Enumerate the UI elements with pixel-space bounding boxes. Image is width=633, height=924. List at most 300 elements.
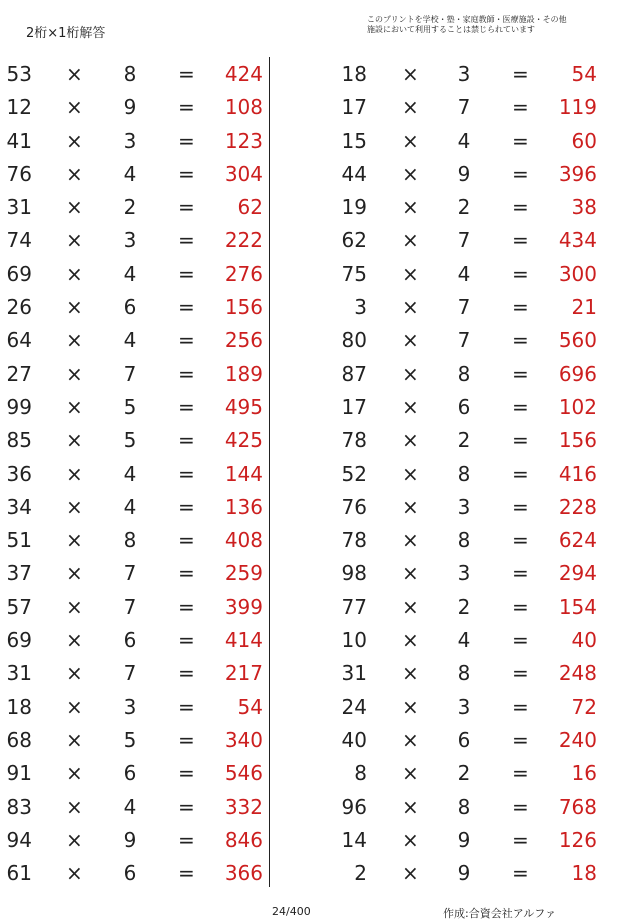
equals-sign: = bbox=[178, 261, 195, 286]
answer: 54 bbox=[237, 694, 263, 719]
problem-row bbox=[0, 358, 268, 391]
equals-sign: = bbox=[178, 761, 195, 786]
multiplicand: 26 bbox=[6, 295, 32, 320]
problem-row bbox=[0, 324, 268, 357]
multiplicand: 62 bbox=[341, 228, 367, 253]
answer: 126 bbox=[558, 827, 597, 852]
column-divider bbox=[269, 57, 270, 887]
equals-sign: = bbox=[512, 761, 529, 786]
left-problem-column bbox=[0, 58, 268, 890]
problem-row bbox=[320, 591, 633, 624]
multiplicand: 69 bbox=[6, 261, 32, 286]
multiplicand: 27 bbox=[6, 361, 32, 386]
multiplicand: 69 bbox=[6, 628, 32, 653]
answer: 72 bbox=[571, 694, 597, 719]
multiplier: 5 bbox=[123, 394, 137, 419]
multiplier: 2 bbox=[457, 594, 471, 619]
answer: 768 bbox=[558, 794, 597, 819]
problem-row bbox=[0, 125, 268, 158]
times-sign: × bbox=[402, 361, 419, 386]
problem-row bbox=[320, 158, 633, 191]
answer: 276 bbox=[224, 261, 263, 286]
answer: 399 bbox=[224, 594, 263, 619]
equals-sign: = bbox=[512, 161, 529, 186]
multiplier: 6 bbox=[123, 295, 137, 320]
multiplicand: 61 bbox=[6, 861, 32, 886]
equals-sign: = bbox=[178, 195, 195, 220]
multiplier: 6 bbox=[457, 394, 471, 419]
times-sign: × bbox=[402, 95, 419, 120]
multiplicand: 17 bbox=[341, 95, 367, 120]
multiplier: 4 bbox=[123, 328, 137, 353]
multiplicand: 76 bbox=[341, 494, 367, 519]
multiplier: 6 bbox=[457, 727, 471, 752]
multiplicand: 10 bbox=[341, 628, 367, 653]
equals-sign: = bbox=[178, 727, 195, 752]
answer: 300 bbox=[558, 261, 597, 286]
equals-sign: = bbox=[178, 561, 195, 586]
multiplicand: 41 bbox=[6, 128, 32, 153]
answer: 560 bbox=[558, 328, 597, 353]
multiplier: 9 bbox=[457, 861, 471, 886]
equals-sign: = bbox=[178, 694, 195, 719]
multiplicand: 78 bbox=[341, 428, 367, 453]
problem-row bbox=[320, 424, 633, 457]
equals-sign: = bbox=[178, 361, 195, 386]
problem-row bbox=[0, 857, 268, 890]
problem-row bbox=[0, 58, 268, 91]
multiplicand: 15 bbox=[341, 128, 367, 153]
answer: 248 bbox=[558, 661, 597, 686]
equals-sign: = bbox=[512, 261, 529, 286]
multiplier: 7 bbox=[457, 95, 471, 120]
problem-row bbox=[0, 158, 268, 191]
multiplier: 4 bbox=[123, 461, 137, 486]
multiplier: 3 bbox=[123, 128, 137, 153]
answer: 21 bbox=[571, 295, 597, 320]
equals-sign: = bbox=[178, 628, 195, 653]
times-sign: × bbox=[66, 161, 83, 186]
equals-sign: = bbox=[178, 295, 195, 320]
answer: 18 bbox=[571, 861, 597, 886]
author-credit: 作成:合資会社アルファ bbox=[443, 907, 557, 920]
multiplicand: 3 bbox=[354, 295, 367, 320]
times-sign: × bbox=[402, 128, 419, 153]
problem-row bbox=[320, 791, 633, 824]
multiplier: 8 bbox=[123, 528, 137, 553]
equals-sign: = bbox=[178, 661, 195, 686]
equals-sign: = bbox=[512, 62, 529, 86]
multiplier: 3 bbox=[123, 694, 137, 719]
problem-row bbox=[320, 524, 633, 557]
multiplier: 2 bbox=[457, 428, 471, 453]
problem-row bbox=[0, 657, 268, 690]
times-sign: × bbox=[402, 328, 419, 353]
times-sign: × bbox=[66, 295, 83, 320]
answer: 189 bbox=[224, 361, 263, 386]
equals-sign: = bbox=[178, 494, 195, 519]
equals-sign: = bbox=[512, 328, 529, 353]
answer: 62 bbox=[237, 195, 263, 220]
equals-sign: = bbox=[178, 62, 195, 86]
multiplicand: 64 bbox=[6, 328, 32, 353]
problem-row bbox=[320, 657, 633, 690]
times-sign: × bbox=[66, 661, 83, 686]
multiplier: 6 bbox=[123, 761, 137, 786]
answer: 696 bbox=[558, 361, 597, 386]
answer: 154 bbox=[558, 594, 597, 619]
multiplicand: 96 bbox=[341, 794, 367, 819]
equals-sign: = bbox=[512, 628, 529, 653]
times-sign: × bbox=[402, 861, 419, 886]
multiplier: 6 bbox=[123, 861, 137, 886]
answer: 240 bbox=[558, 727, 597, 752]
multiplier: 4 bbox=[457, 261, 471, 286]
multiplier: 4 bbox=[457, 628, 471, 653]
problem-row bbox=[320, 58, 633, 91]
usage-notice: このプリントを学校・塾・家庭教師・医療施設・その他 施設において利用することは禁じられています bbox=[367, 15, 567, 34]
answer: 119 bbox=[558, 95, 597, 120]
answer: 228 bbox=[558, 494, 597, 519]
multiplicand: 74 bbox=[6, 228, 32, 253]
problem-row bbox=[320, 757, 633, 790]
answer: 396 bbox=[558, 161, 597, 186]
equals-sign: = bbox=[178, 528, 195, 553]
multiplier: 5 bbox=[123, 428, 137, 453]
multiplier: 7 bbox=[457, 328, 471, 353]
problem-row bbox=[320, 691, 633, 724]
multiplicand: 36 bbox=[6, 461, 32, 486]
problem-row bbox=[320, 391, 633, 424]
times-sign: × bbox=[402, 827, 419, 852]
times-sign: × bbox=[402, 628, 419, 653]
multiplier: 7 bbox=[123, 361, 137, 386]
multiplier: 4 bbox=[123, 161, 137, 186]
equals-sign: = bbox=[178, 95, 195, 120]
times-sign: × bbox=[402, 694, 419, 719]
multiplicand: 80 bbox=[341, 328, 367, 353]
answer: 425 bbox=[224, 428, 263, 453]
problem-row bbox=[320, 291, 633, 324]
answer: 424 bbox=[224, 62, 263, 86]
multiplier: 3 bbox=[457, 694, 471, 719]
problem-row bbox=[320, 324, 633, 357]
problem-row bbox=[320, 258, 633, 291]
multiplicand: 91 bbox=[6, 761, 32, 786]
equals-sign: = bbox=[178, 594, 195, 619]
multiplicand: 68 bbox=[6, 727, 32, 752]
answer: 366 bbox=[224, 861, 263, 886]
multiplicand: 85 bbox=[6, 428, 32, 453]
times-sign: × bbox=[402, 228, 419, 253]
answer: 495 bbox=[224, 394, 263, 419]
equals-sign: = bbox=[512, 128, 529, 153]
times-sign: × bbox=[402, 161, 419, 186]
multiplier: 3 bbox=[457, 62, 471, 86]
answer: 222 bbox=[224, 228, 263, 253]
answer: 156 bbox=[558, 428, 597, 453]
answer: 123 bbox=[224, 128, 263, 153]
equals-sign: = bbox=[512, 494, 529, 519]
times-sign: × bbox=[402, 661, 419, 686]
problem-row bbox=[320, 491, 633, 524]
equals-sign: = bbox=[178, 328, 195, 353]
equals-sign: = bbox=[512, 827, 529, 852]
multiplicand: 52 bbox=[341, 461, 367, 486]
times-sign: × bbox=[66, 228, 83, 253]
multiplier: 9 bbox=[123, 95, 137, 120]
multiplicand: 14 bbox=[341, 827, 367, 852]
problem-row bbox=[320, 191, 633, 224]
multiplier: 2 bbox=[457, 761, 471, 786]
times-sign: × bbox=[402, 461, 419, 486]
problem-row bbox=[0, 491, 268, 524]
answer: 136 bbox=[224, 494, 263, 519]
right-problem-column bbox=[320, 58, 633, 890]
problem-row bbox=[320, 857, 633, 890]
multiplier: 4 bbox=[123, 261, 137, 286]
answer: 546 bbox=[224, 761, 263, 786]
multiplicand: 57 bbox=[6, 594, 32, 619]
problem-row bbox=[0, 524, 268, 557]
problem-row bbox=[0, 757, 268, 790]
equals-sign: = bbox=[512, 394, 529, 419]
equals-sign: = bbox=[512, 861, 529, 886]
answer: 624 bbox=[558, 528, 597, 553]
multiplicand: 2 bbox=[354, 861, 367, 886]
times-sign: × bbox=[66, 195, 83, 220]
multiplier: 7 bbox=[457, 295, 471, 320]
equals-sign: = bbox=[512, 95, 529, 120]
multiplier: 3 bbox=[457, 561, 471, 586]
equals-sign: = bbox=[178, 128, 195, 153]
times-sign: × bbox=[402, 195, 419, 220]
multiplicand: 78 bbox=[341, 528, 367, 553]
answer: 60 bbox=[571, 128, 597, 153]
times-sign: × bbox=[66, 461, 83, 486]
multiplier: 8 bbox=[457, 461, 471, 486]
problem-row bbox=[0, 724, 268, 757]
answer: 259 bbox=[224, 561, 263, 586]
times-sign: × bbox=[66, 62, 83, 86]
multiplicand: 76 bbox=[6, 161, 32, 186]
problem-row bbox=[320, 724, 633, 757]
answer: 294 bbox=[558, 561, 597, 586]
equals-sign: = bbox=[178, 861, 195, 886]
multiplier: 4 bbox=[123, 494, 137, 519]
multiplicand: 40 bbox=[341, 727, 367, 752]
problem-row bbox=[320, 824, 633, 857]
multiplicand: 8 bbox=[354, 761, 367, 786]
multiplicand: 37 bbox=[6, 561, 32, 586]
answer: 414 bbox=[224, 628, 263, 653]
page-number: 24/400 bbox=[272, 905, 311, 918]
problem-row bbox=[0, 424, 268, 457]
times-sign: × bbox=[66, 95, 83, 120]
equals-sign: = bbox=[178, 461, 195, 486]
answer: 156 bbox=[224, 295, 263, 320]
multiplicand: 18 bbox=[6, 694, 32, 719]
problem-row bbox=[320, 624, 633, 657]
problem-row bbox=[0, 291, 268, 324]
multiplicand: 12 bbox=[6, 95, 32, 120]
answer: 40 bbox=[571, 628, 597, 653]
problem-row bbox=[0, 791, 268, 824]
multiplicand: 77 bbox=[341, 594, 367, 619]
multiplier: 8 bbox=[457, 794, 471, 819]
times-sign: × bbox=[402, 261, 419, 286]
times-sign: × bbox=[66, 694, 83, 719]
multiplicand: 51 bbox=[6, 528, 32, 553]
times-sign: × bbox=[66, 428, 83, 453]
problem-row bbox=[0, 557, 268, 590]
answer: 16 bbox=[571, 761, 597, 786]
times-sign: × bbox=[66, 827, 83, 852]
problem-row bbox=[0, 591, 268, 624]
answer: 144 bbox=[224, 461, 263, 486]
problem-row bbox=[0, 91, 268, 124]
times-sign: × bbox=[402, 428, 419, 453]
equals-sign: = bbox=[512, 361, 529, 386]
multiplicand: 18 bbox=[341, 62, 367, 86]
answer: 434 bbox=[558, 228, 597, 253]
problem-row bbox=[0, 258, 268, 291]
times-sign: × bbox=[66, 727, 83, 752]
times-sign: × bbox=[66, 261, 83, 286]
multiplicand: 98 bbox=[341, 561, 367, 586]
times-sign: × bbox=[402, 62, 419, 86]
problem-row bbox=[0, 458, 268, 491]
multiplier: 8 bbox=[123, 62, 137, 86]
multiplier: 9 bbox=[123, 827, 137, 852]
times-sign: × bbox=[66, 328, 83, 353]
multiplicand: 44 bbox=[341, 161, 367, 186]
equals-sign: = bbox=[512, 461, 529, 486]
times-sign: × bbox=[402, 761, 419, 786]
times-sign: × bbox=[402, 561, 419, 586]
answer: 304 bbox=[224, 161, 263, 186]
multiplicand: 99 bbox=[6, 394, 32, 419]
equals-sign: = bbox=[178, 794, 195, 819]
multiplicand: 53 bbox=[6, 62, 32, 86]
equals-sign: = bbox=[512, 661, 529, 686]
multiplier: 8 bbox=[457, 528, 471, 553]
problem-row bbox=[320, 557, 633, 590]
problem-row bbox=[0, 691, 268, 724]
multiplier: 4 bbox=[123, 794, 137, 819]
multiplicand: 75 bbox=[341, 261, 367, 286]
multiplier: 3 bbox=[123, 228, 137, 253]
times-sign: × bbox=[402, 594, 419, 619]
problem-row bbox=[320, 224, 633, 257]
multiplicand: 17 bbox=[341, 394, 367, 419]
multiplicand: 94 bbox=[6, 827, 32, 852]
equals-sign: = bbox=[512, 295, 529, 320]
answer: 340 bbox=[224, 727, 263, 752]
times-sign: × bbox=[66, 794, 83, 819]
equals-sign: = bbox=[178, 228, 195, 253]
answer: 108 bbox=[224, 95, 263, 120]
answer: 408 bbox=[224, 528, 263, 553]
multiplier: 3 bbox=[457, 494, 471, 519]
times-sign: × bbox=[66, 361, 83, 386]
times-sign: × bbox=[402, 295, 419, 320]
equals-sign: = bbox=[512, 694, 529, 719]
times-sign: × bbox=[402, 794, 419, 819]
multiplicand: 24 bbox=[341, 694, 367, 719]
multiplier: 7 bbox=[123, 561, 137, 586]
answer: 102 bbox=[558, 394, 597, 419]
problem-row bbox=[320, 458, 633, 491]
multiplicand: 31 bbox=[6, 195, 32, 220]
problem-row bbox=[320, 91, 633, 124]
answer: 846 bbox=[224, 827, 263, 852]
multiplicand: 31 bbox=[341, 661, 367, 686]
times-sign: × bbox=[66, 394, 83, 419]
answer: 416 bbox=[558, 461, 597, 486]
times-sign: × bbox=[66, 594, 83, 619]
multiplier: 9 bbox=[457, 827, 471, 852]
answer: 54 bbox=[571, 62, 597, 86]
times-sign: × bbox=[402, 394, 419, 419]
problem-row bbox=[320, 125, 633, 158]
equals-sign: = bbox=[512, 228, 529, 253]
multiplicand: 34 bbox=[6, 494, 32, 519]
multiplicand: 19 bbox=[341, 195, 367, 220]
equals-sign: = bbox=[178, 428, 195, 453]
times-sign: × bbox=[66, 761, 83, 786]
multiplicand: 87 bbox=[341, 361, 367, 386]
times-sign: × bbox=[66, 628, 83, 653]
equals-sign: = bbox=[512, 594, 529, 619]
problem-row bbox=[0, 824, 268, 857]
answer: 38 bbox=[571, 195, 597, 220]
problem-row bbox=[0, 624, 268, 657]
equals-sign: = bbox=[512, 727, 529, 752]
multiplier: 2 bbox=[123, 195, 137, 220]
multiplier: 6 bbox=[123, 628, 137, 653]
times-sign: × bbox=[402, 528, 419, 553]
multiplier: 5 bbox=[123, 727, 137, 752]
multiplier: 7 bbox=[457, 228, 471, 253]
equals-sign: = bbox=[512, 561, 529, 586]
equals-sign: = bbox=[512, 195, 529, 220]
multiplier: 4 bbox=[457, 128, 471, 153]
problem-row bbox=[0, 224, 268, 257]
times-sign: × bbox=[66, 494, 83, 519]
multiplier: 8 bbox=[457, 361, 471, 386]
multiplicand: 31 bbox=[6, 661, 32, 686]
times-sign: × bbox=[402, 727, 419, 752]
problem-row bbox=[0, 191, 268, 224]
multiplier: 2 bbox=[457, 195, 471, 220]
multiplier: 8 bbox=[457, 661, 471, 686]
problem-row bbox=[0, 391, 268, 424]
answer: 256 bbox=[224, 328, 263, 353]
equals-sign: = bbox=[178, 394, 195, 419]
multiplier: 9 bbox=[457, 161, 471, 186]
multiplier: 7 bbox=[123, 594, 137, 619]
times-sign: × bbox=[66, 528, 83, 553]
answer: 332 bbox=[224, 794, 263, 819]
times-sign: × bbox=[402, 494, 419, 519]
multiplier: 7 bbox=[123, 661, 137, 686]
times-sign: × bbox=[66, 561, 83, 586]
worksheet-title: 2桁×1桁解答 bbox=[26, 26, 106, 41]
times-sign: × bbox=[66, 861, 83, 886]
equals-sign: = bbox=[178, 161, 195, 186]
equals-sign: = bbox=[512, 794, 529, 819]
